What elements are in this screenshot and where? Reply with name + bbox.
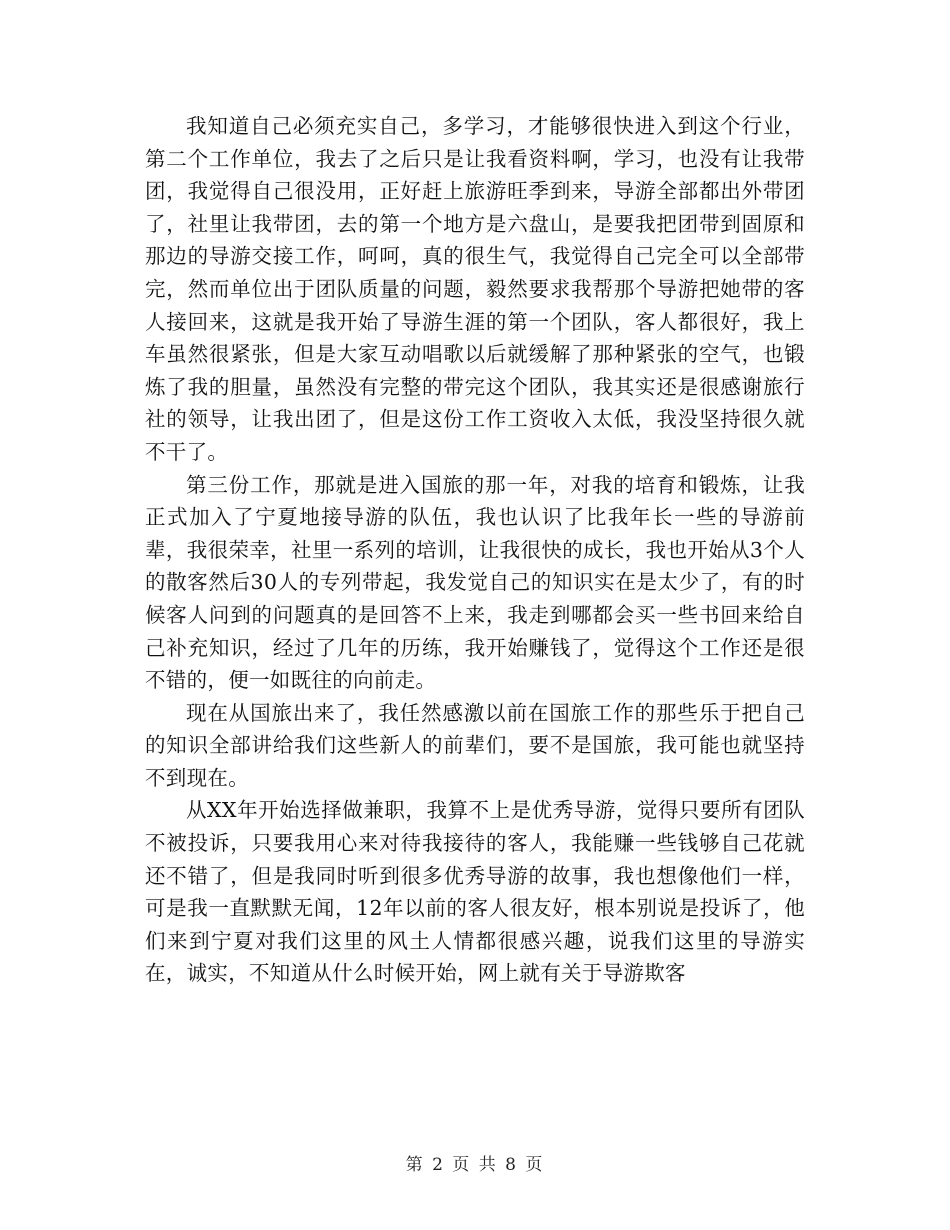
paragraph-1: 我知道自己必须充实自己，多学习，才能够很快进入到这个行业，第二个工作单位，我去了之后只是让我看资料啊，学习，也没有让我带团，我觉得自己很没用，正好赶上旅游旺季到来，导游全部都出外带团了，社里让我带团，去的第一个地方是六盘山，是要我把团带到固原和那边的导游交接工作，呵呵，真的很生气，我觉得自己完全可以全部带完，然而单位出于团队质量的问题，毅然要求我帮那个导游把她带的客人接回来，这就是我开始了导游生涯的第一个团队，客人都很好，我上车虽然很紧张，但是大家互动唱歌以后就缓解了那种紧张的空气，也锻炼了我的胆量，虽然没有完整的带完这个团队，我其实还是很感谢旅行社的领导，让我出团了，但是这份工作工资收入太低，我没坚持很久就不干了。 [145,114,805,464]
paragraph-2: 第三份工作，那就是进入国旅的那一年，对我的培育和锻炼，让我正式加入了宁夏地接导游的队伍，我也认识了比我年长一些的导游前辈，我很荣幸，社里一系列的培训，让我很快的成长，我也开始从3个人的散客然后30人的专列带起，我发觉自己的知识实在是太少了，有的时候客人问到的问题真的是回答不上来，我走到哪都会买一些书回来给自己补充知识，经过了几年的历练，我开始赚钱了，觉得这个工作还是很不错的，便一如既往的向前走。 [145,472,805,693]
paragraph-3: 现在从国旅出来了，我任然感激以前在国旅工作的那些乐于把自己的知识全部讲给我们这些新人的前辈们，要不是国旅，我可能也就坚持不到现在。 [145,700,805,790]
page-number-footer: 第 2 页 共 8 页 [405,1155,545,1175]
body-text [145,110,805,990]
paragraph-4: 从XX年开始选择做兼职，我算不上是优秀导游，觉得只要所有团队不被投诉，只要我用心来对待我接待的客人，我能赚一些钱够自己花就还不错了，但是我同时听到很多优秀导游的故事，我也想像他们一样，可是我一直默默无闻，12年以前的客人很友好，根本别说是投诉了，他们来到宁夏对我们这里的风土人情都很感兴趣，说我们这里的导游实在，诚实，不知道从什么时候开始，网上就有关于导游欺客 [145,798,805,986]
